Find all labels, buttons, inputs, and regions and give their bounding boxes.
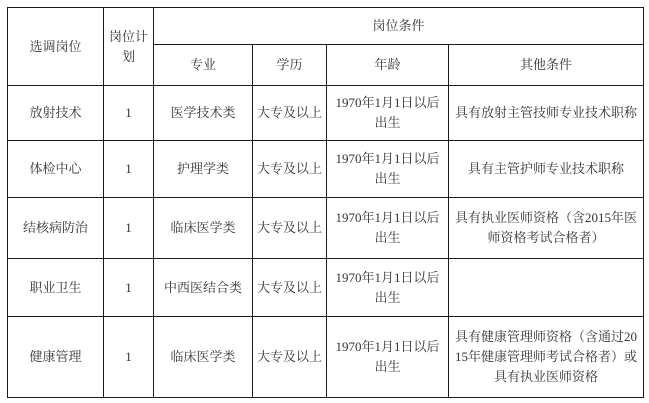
table-row [8, 259, 644, 317]
cell-other-conditions: 具有放射主管技师专业技术职称 [449, 86, 644, 141]
cell-position: 放射技术 [8, 86, 104, 141]
table-row [8, 317, 644, 398]
cell-plan-count: 1 [104, 141, 154, 198]
table-row [8, 86, 644, 141]
cell-position: 体检中心 [8, 141, 104, 198]
cell-plan-count: 1 [104, 198, 154, 259]
cell-age: 1970年1月1日以后出生 [327, 141, 449, 198]
cell-plan-count: 1 [104, 259, 154, 317]
cell-other-conditions [449, 259, 644, 317]
header-major: 专业 [154, 45, 253, 86]
cell-position: 职业卫生 [8, 259, 104, 317]
cell-other-conditions: 具有主管护师专业技术职称 [449, 141, 644, 198]
header-education: 学历 [253, 45, 327, 86]
header-position-plan: 岗位计划 [104, 8, 154, 86]
header-transfer-position: 选调岗位 [8, 8, 104, 86]
recruitment-table-page [7, 7, 644, 398]
cell-plan-count: 1 [104, 86, 154, 141]
cell-major: 临床医学类 [154, 198, 253, 259]
header-position-conditions: 岗位条件 [154, 8, 644, 45]
cell-position: 结核病防治 [8, 198, 104, 259]
cell-major: 医学技术类 [154, 86, 253, 141]
header-other-conditions: 其他条件 [449, 45, 644, 86]
cell-age: 1970年1月1日以后出生 [327, 259, 449, 317]
cell-major: 护理学类 [154, 141, 253, 198]
header-row-1 [8, 8, 644, 45]
cell-age: 1970年1月1日以后出生 [327, 317, 449, 398]
cell-education: 大专及以上 [253, 198, 327, 259]
table-row [8, 198, 644, 259]
header-age: 年龄 [327, 45, 449, 86]
cell-major: 临床医学类 [154, 317, 253, 398]
cell-age: 1970年1月1日以后出生 [327, 86, 449, 141]
cell-plan-count: 1 [104, 317, 154, 398]
cell-education: 大专及以上 [253, 86, 327, 141]
cell-education: 大专及以上 [253, 317, 327, 398]
cell-other-conditions: 具有执业医师资格（含2015年医师资格考试合格者） [449, 198, 644, 259]
cell-other-conditions: 具有健康管理师资格（含通过2015年健康管理师考试合格者）或具有执业医师资格 [449, 317, 644, 398]
cell-major: 中西医结合类 [154, 259, 253, 317]
cell-education: 大专及以上 [253, 259, 327, 317]
cell-age: 1970年1月1日以后出生 [327, 198, 449, 259]
table-row [8, 141, 644, 198]
cell-position: 健康管理 [8, 317, 104, 398]
recruitment-positions-table [7, 7, 644, 398]
cell-education: 大专及以上 [253, 141, 327, 198]
